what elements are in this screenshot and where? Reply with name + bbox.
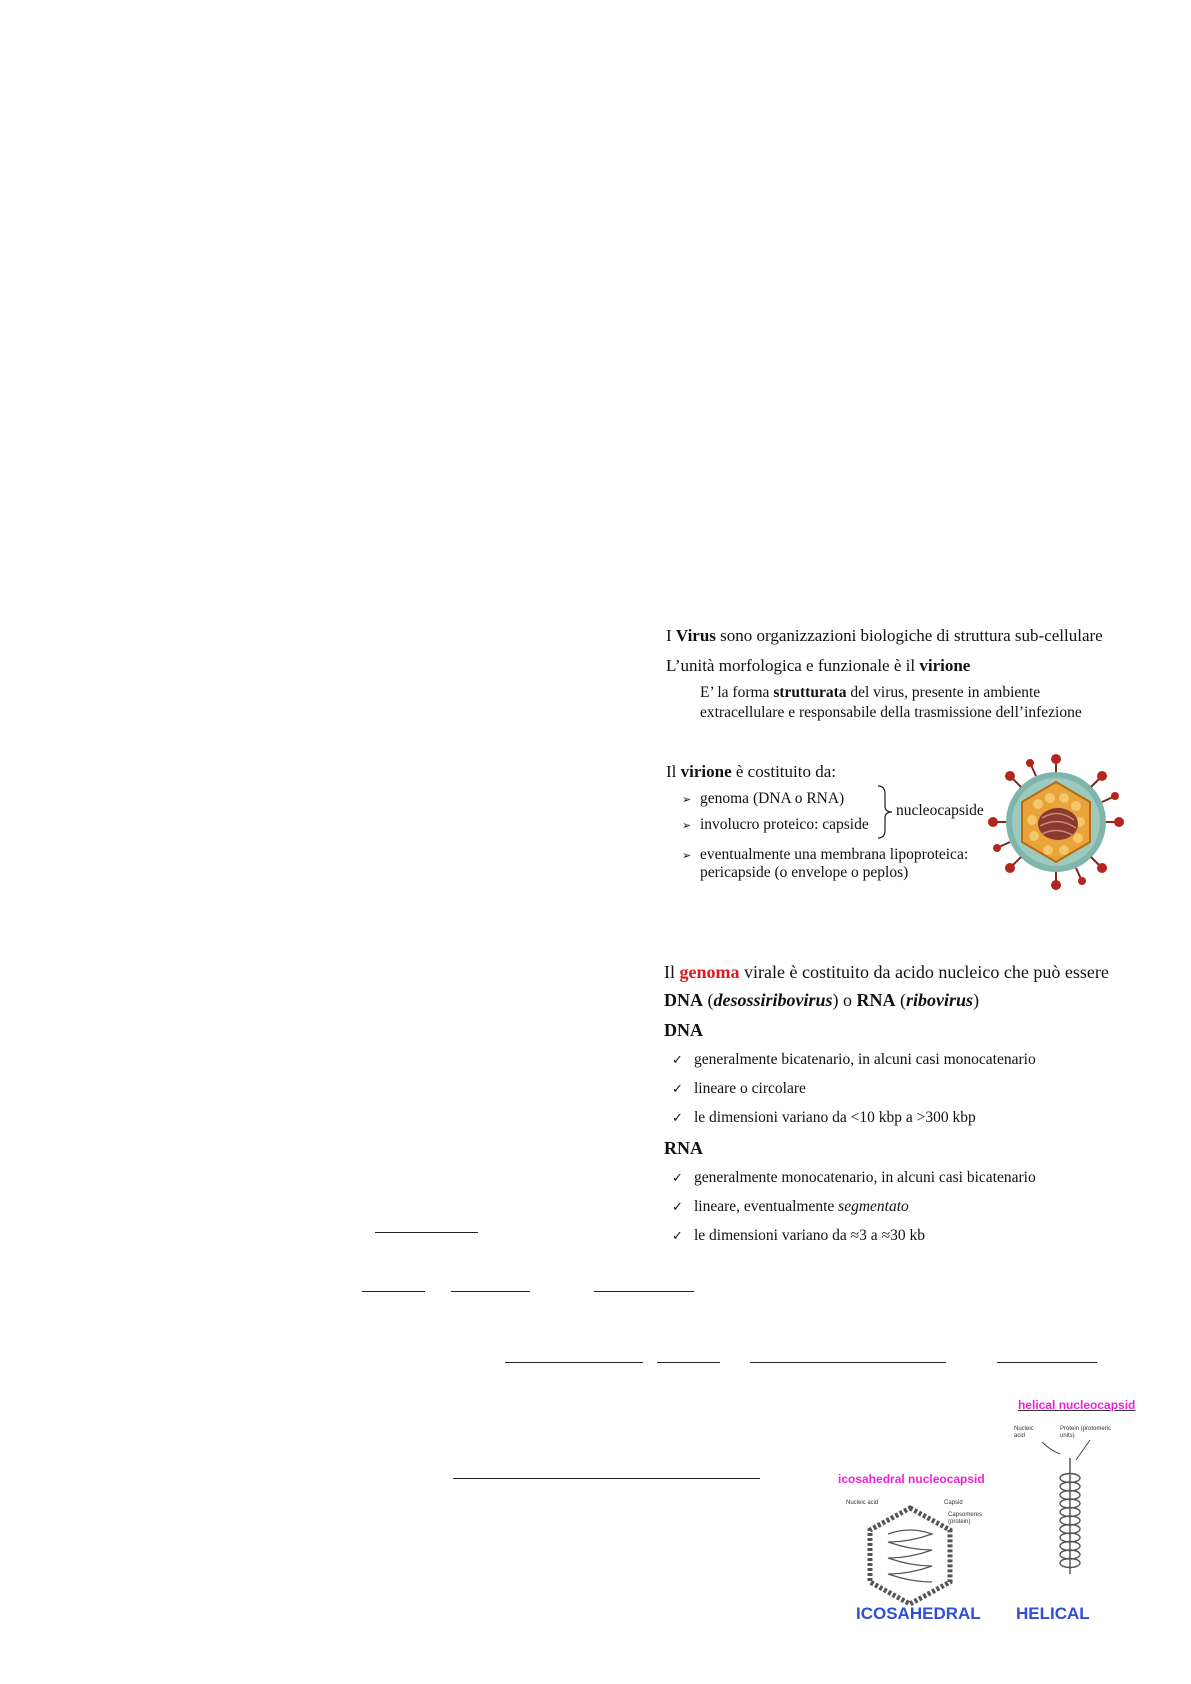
- virione-item-capside: ➢ involucro proteico: capside: [682, 816, 869, 833]
- check-icon: ✓: [672, 1111, 683, 1126]
- underline-rule: [451, 1291, 530, 1292]
- dna-item: ✓ le dimensioni variano da <10 kbp a >300 kbp: [672, 1109, 976, 1126]
- helical-title: helical nucleocapsid: [1018, 1398, 1136, 1412]
- helical-nucleocapsid-drawing: [1030, 1438, 1104, 1578]
- arrow-bullet-icon: ➢: [682, 849, 692, 862]
- nucleocapside-label: nucleocapside: [896, 802, 984, 819]
- underline-rule: [505, 1362, 643, 1363]
- underline-rule: [375, 1232, 478, 1233]
- dna-heading: DNA: [664, 1020, 703, 1040]
- virione-definition-line: L’unità morfologica e funzionale è il virione: [666, 656, 971, 675]
- caption-helical: HELICAL: [1016, 1604, 1090, 1623]
- virion-illustration: [988, 754, 1124, 890]
- rna-item: ✓ le dimensioni variano da ≈3 a ≈30 kb: [672, 1227, 925, 1244]
- rna-item: ✓ lineare, eventualmente segmentato: [672, 1198, 909, 1215]
- virione-heading: Il virione è costituito da:: [666, 762, 836, 781]
- virione-item-pericapside: ➢ eventualmente una membrana lipoproteica:: [682, 846, 969, 863]
- virione-item-genoma: ➢ genoma (DNA o RNA): [682, 790, 845, 807]
- icosa-label-capsomeres: Capsomeres (protein): [948, 1512, 983, 1525]
- helical-label-protein: Protein (protomeric units): [1060, 1426, 1112, 1439]
- check-icon: ✓: [672, 1171, 683, 1186]
- virione-description-line1: E’ la forma strutturata del virus, presente in ambiente: [700, 684, 1041, 701]
- icosahedral-title: icosahedral nucleocapsid: [838, 1472, 985, 1486]
- rna-item: ✓ generalmente monocatenario, in alcuni casi bicatenario: [672, 1169, 1036, 1186]
- brace-icon: [876, 784, 894, 840]
- virione-description-line2: extracellulare e responsabile della trasmissione dell’infezione: [700, 704, 1082, 721]
- check-icon: ✓: [672, 1053, 683, 1068]
- genoma-types-line: DNA (desossiribovirus) o RNA (ribovirus): [664, 990, 980, 1010]
- icosahedral-nucleocapsid-drawing: [862, 1504, 958, 1610]
- check-icon: ✓: [672, 1229, 683, 1244]
- icosa-label-capsid: Capsid: [944, 1500, 963, 1506]
- underline-rule: [997, 1362, 1097, 1363]
- helical-label-nucleic-acid: Nucleic acid: [1014, 1426, 1034, 1439]
- underline-rule: [594, 1291, 694, 1292]
- caption-icosahedral: ICOSAHEDRAL: [856, 1604, 981, 1623]
- dna-item: ✓ lineare o circolare: [672, 1080, 806, 1097]
- underline-rule: [750, 1362, 946, 1363]
- check-icon: ✓: [672, 1082, 683, 1097]
- arrow-bullet-icon: ➢: [682, 819, 692, 832]
- check-icon: ✓: [672, 1200, 683, 1215]
- genoma-intro-line: Il genoma virale è costituito da acido nucleico che può essere: [664, 962, 1109, 982]
- virione-item-pericapside-cont: pericapside (o envelope o peplos): [700, 864, 909, 881]
- arrow-bullet-icon: ➢: [682, 793, 692, 806]
- dna-item: ✓ generalmente bicatenario, in alcuni casi monocatenario: [672, 1051, 1036, 1068]
- icosa-label-nucleic-acid: Nucleic acid: [846, 1500, 879, 1506]
- rna-heading: RNA: [664, 1138, 703, 1158]
- underline-rule: [657, 1362, 720, 1363]
- underline-rule: [453, 1478, 760, 1479]
- virus-definition-line: I Virus sono organizzazioni biologiche di struttura sub-cellulare: [666, 626, 1103, 645]
- underline-rule: [362, 1291, 425, 1292]
